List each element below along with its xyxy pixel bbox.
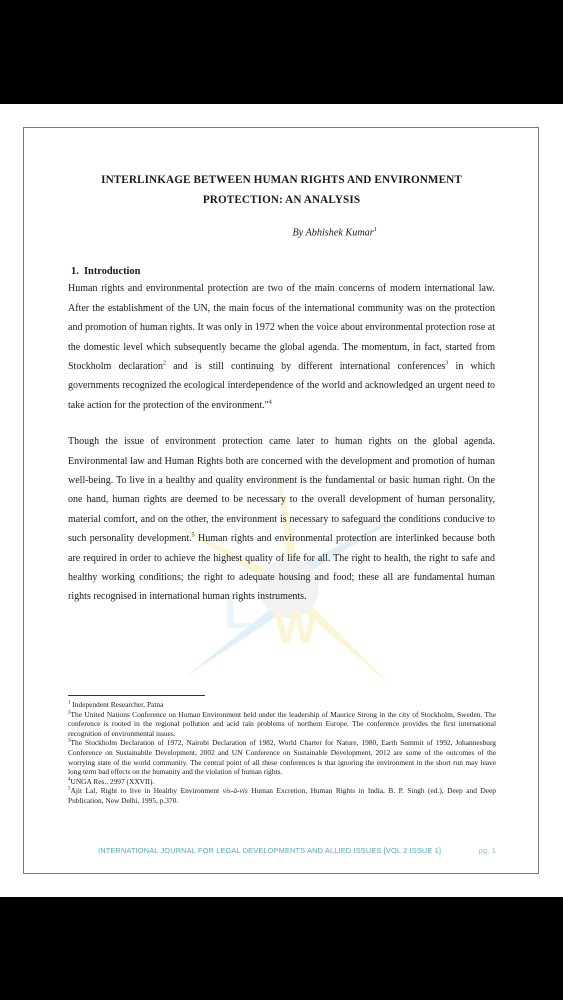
paragraph-introduction-2 — [68, 432, 495, 607]
article-title: INTERLINKAGE BETWEEN HUMAN RIGHTS AND ENVIRONMENT PROTECTION: AN ANALYSIS — [101, 174, 462, 206]
document-page — [23, 127, 539, 874]
footnote-ref[interactable]: 3 — [445, 360, 449, 367]
paragraph-text: Human rights and environmental protection are interlinked because both are required in order to achieve the highest quality of life for all. The right to health, the right to safe and healthy working conditions; the right to adequate housing and food; these all are fundamental human rights recognised in international human rights instruments. — [68, 533, 495, 603]
footnote-text: Independent Researcher, Patna — [70, 700, 164, 709]
footnote-3 — [68, 738, 496, 776]
footnote-mark: 5 — [68, 786, 71, 792]
paragraph-text: and is still continuing by different international conferences — [166, 361, 446, 373]
footnote-5 — [68, 786, 496, 805]
footnote-2 — [68, 710, 496, 739]
author-name: By Abhishek Kumar — [292, 227, 374, 239]
footnote-text: The United Nations Conference on Human Environment held under the leadership of Maurice Strong in the city of Stockholm, Sweden. The conference is rooted in the regional pollution and acid rain problems of northern Europe. The conference provides the first international recognition of environmental issues. — [68, 709, 496, 738]
footnote-ref[interactable]: 4 — [268, 399, 272, 406]
footnote-mark: 4 — [68, 777, 71, 783]
bottom-black-bar — [0, 897, 563, 1000]
footnote-ref[interactable]: 2 — [163, 360, 166, 367]
footnote-mark: 3 — [68, 738, 71, 744]
footnote-text: The Stockholm Declaration of 1972, Nairobi Declaration of 1982, World Charter for Nature, 1980, Earth Summit of 1992, Johannesburg Conference on Sustainabile Development, 2002 and UN Conference on Sustainable Development, 2012 are some of the outcomes of the worrying state of the world community. The central point of all these conferences is that ignoring the environment in the short run may leave long term bad effects on the humanity and the violation of human rights. — [68, 738, 496, 777]
paragraph-introduction-1 — [68, 279, 495, 415]
footnote-mark: 2 — [68, 710, 71, 716]
author-footnote-mark: 1 — [373, 226, 377, 233]
document-page-area — [0, 104, 563, 897]
article-author — [68, 226, 377, 238]
journal-name: INTERNATIONAL JOURNAL FOR LEGAL DEVELOPMENTS AND ALLIED ISSUES [VOL 2 ISSUE 1] — [98, 846, 442, 855]
footnote-4 — [68, 777, 496, 787]
svg-text:W: W — [274, 601, 318, 653]
footnote-1 — [68, 700, 496, 710]
section-title: Introduction — [84, 266, 141, 278]
page-number: pg. 1 — [478, 846, 496, 855]
paragraph-text: Though the issue of environment protection came later to human rights on the global agenda. Environmental law and Human Rights both are concerned with the development and promotion of human well-being. To live in a healthy and quality environment is the fundamental or basic human right. On the one hand, human rights are deemed to be necessary to the overall development of human personality, material comfort, and on the other, the environment is necessary to safeguard the conditions conducive to such personality development. — [68, 436, 495, 545]
footnote-ref[interactable]: 5 — [191, 532, 195, 539]
footnote-divider — [68, 695, 205, 696]
footnotes — [68, 700, 496, 806]
paragraph-text: in which governments recognized the ecological interdependence of the world and acknowledged an urgent need to take action for the protection of the environment." — [68, 361, 496, 411]
section-heading — [71, 266, 495, 277]
footnote-text: Human Excretion, Human Rights in India, B. P. Singh (ed.), Deep and Deep Publication, New Delhi, 1995, p.370. — [68, 786, 497, 805]
footnote-text: UNGA Res., 2997 (XXVII). — [70, 776, 155, 786]
footnote-italic-text: vis-à-vis — [222, 786, 248, 796]
top-black-bar — [0, 0, 563, 104]
section-number: 1. — [71, 266, 79, 278]
footnote-text: Ajit Lal, Right to live in Healthy Environment — [70, 786, 223, 796]
svg-text:L: L — [224, 586, 253, 638]
paragraph-text: Human rights and environmental protection are two of the main concerns of modern international law. After the establishment of the UN, the main focus of the international community was on the protection and promotion of human rights. It was only in 1972 when the voice about environmental protection rose at the domestic level which subsequently became the global agenda. The momentum, in fact, started from Stockholm declaration — [68, 283, 495, 373]
footnote-mark: 1 — [68, 700, 71, 706]
article-body — [68, 170, 495, 607]
